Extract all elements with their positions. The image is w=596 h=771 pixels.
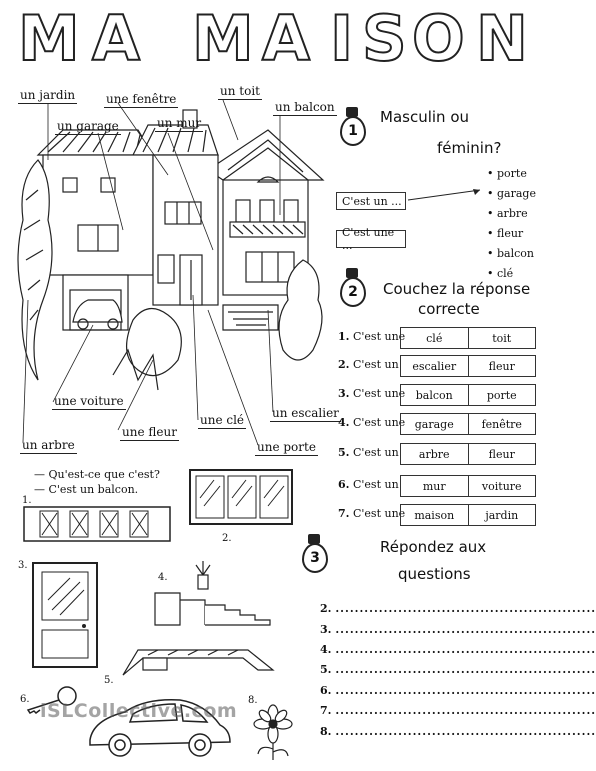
answer-line[interactable]: 7. ...................................................... <box>320 704 596 717</box>
picture-number: 2. <box>222 533 232 544</box>
answer-line[interactable]: 6. ...................................................... <box>320 684 596 697</box>
title-letter: A <box>262 2 310 75</box>
section3-title-line2: questions <box>398 565 471 583</box>
label-jardin: un jardin <box>20 88 76 102</box>
bulb-icon: 2 <box>340 268 364 308</box>
choice-a[interactable]: arbre <box>418 447 450 461</box>
word-item: • balcon <box>487 244 536 264</box>
label-mur: un mur <box>157 116 202 130</box>
label-voiture: une voiture <box>54 394 124 408</box>
choice-a[interactable]: escalier <box>412 359 457 373</box>
flower-picture <box>248 704 298 762</box>
word-item: • arbre <box>487 204 536 224</box>
label-arbre: un arbre <box>22 438 75 452</box>
label-fenetre: une fenêtre <box>106 92 177 106</box>
title-letter: I <box>330 2 354 75</box>
choice-a[interactable]: mur <box>422 479 446 493</box>
door-picture <box>30 560 100 670</box>
choice-row: 3. C'est une balcon porte <box>338 384 534 404</box>
fem-box: C'est une ... <box>336 230 406 248</box>
choice-row: 5. C'est un arbre fleur <box>338 443 534 463</box>
choice-row: 7. C'est une maison jardin <box>338 504 534 524</box>
masc-box: C'est un ... <box>336 192 406 210</box>
label-porte: une porte <box>257 440 316 454</box>
title-letter: M <box>18 2 80 75</box>
word-item: • garage <box>487 184 536 204</box>
picture-number: 6. <box>20 694 30 705</box>
answer-line[interactable]: 5. ...................................................... <box>320 663 596 676</box>
title-letter: M <box>192 2 254 75</box>
section2-title-line2: correcte <box>418 300 480 318</box>
gender-word-list <box>487 164 536 284</box>
section1-title-line2: féminin? <box>437 139 502 157</box>
choice-a[interactable]: maison <box>414 508 455 522</box>
bulb-icon: 3 <box>302 534 326 574</box>
choice-a[interactable]: clé <box>426 331 443 345</box>
word-item: • clé <box>487 264 536 284</box>
picture-number: 1. <box>22 495 32 506</box>
picture-number: 3. <box>18 560 28 571</box>
choice-b[interactable]: voiture <box>468 476 536 496</box>
choice-b[interactable]: toit <box>468 328 536 348</box>
choice-a[interactable]: balcon <box>415 388 453 402</box>
label-fleur: une fleur <box>122 425 177 439</box>
watermark: iSLCollective.com <box>40 700 238 722</box>
title-letter: N <box>476 2 528 75</box>
choice-row: 2. C'est un escalier fleur <box>338 355 534 375</box>
word-item: • porte <box>487 164 536 184</box>
choice-row: 6. C'est un mur voiture <box>338 475 534 495</box>
label-escalier: un escalier <box>272 406 339 420</box>
picture-number: 5. <box>104 675 114 686</box>
choice-b[interactable]: jardin <box>468 505 536 525</box>
choice-b[interactable]: fleur <box>468 356 536 376</box>
title-letter: S <box>362 2 407 75</box>
answer-line[interactable]: 3. ...................................................... <box>320 623 596 636</box>
label-garage: un garage <box>57 119 119 133</box>
section1-title-line1: Masculin ou <box>380 108 469 126</box>
arrow-icon <box>406 186 486 206</box>
stairs-picture <box>150 555 290 630</box>
picture-number: 8. <box>248 695 258 706</box>
section2-title-line1: Couchez la réponse <box>383 280 531 298</box>
title-letter: O <box>412 2 465 75</box>
answer-line[interactable]: 4. ...................................................... <box>320 643 596 656</box>
title-letter: A <box>92 2 140 75</box>
choice-b[interactable]: fenêtre <box>468 414 536 434</box>
bulb-icon: 1 <box>340 107 364 147</box>
label-cle: une clé <box>200 413 245 427</box>
section3-title-line1: Répondez aux <box>380 538 487 556</box>
choice-row: 1. C'est une clé toit <box>338 327 534 347</box>
window-picture <box>188 468 296 528</box>
choice-b[interactable]: porte <box>468 385 536 405</box>
answer-line[interactable]: 8. ...................................................... <box>320 725 596 738</box>
roof-picture <box>118 640 278 685</box>
dialogue-question: — Qu'est-ce que c'est? <box>34 468 160 481</box>
choice-b[interactable]: fleur <box>468 444 536 464</box>
word-item: • fleur <box>487 224 536 244</box>
choice-a[interactable]: garage <box>414 417 454 431</box>
choice-row: 4. C'est une garage fenêtre <box>338 413 534 433</box>
dialogue-answer: — C'est un balcon. <box>34 483 139 496</box>
balcony-picture <box>22 505 172 545</box>
label-toit: un toit <box>220 84 260 98</box>
answer-line[interactable]: 2. ...................................................... <box>320 602 596 615</box>
label-balcon: un balcon <box>275 100 335 114</box>
picture-number: 4. <box>158 572 168 583</box>
